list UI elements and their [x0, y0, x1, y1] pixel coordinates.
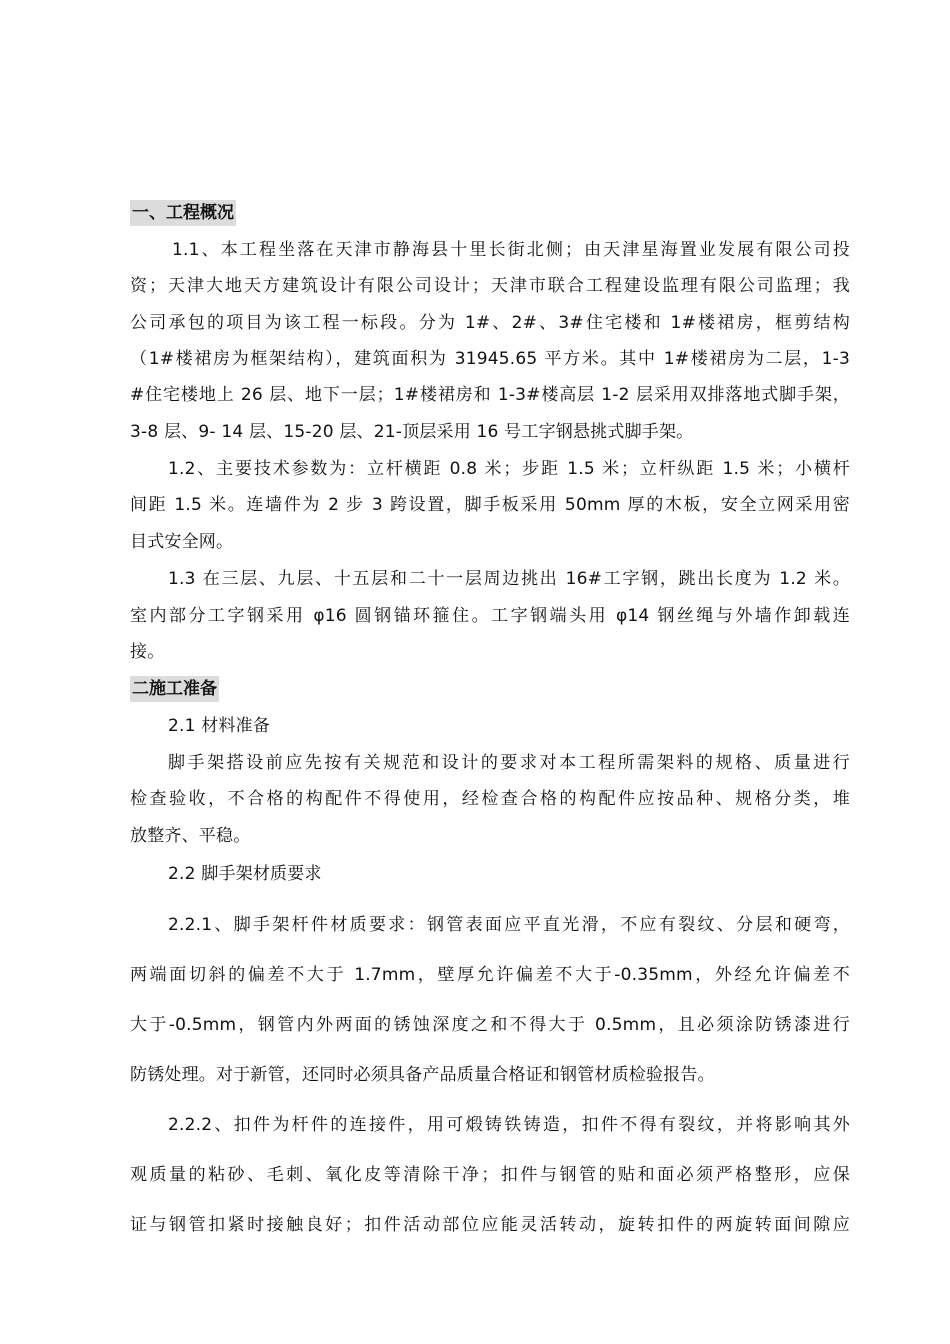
paragraph-line: 公司承包的项目为该工程一标段。分为 1#、2#、3#住宅楼和 1#楼裙房，框剪结构: [130, 313, 850, 333]
paragraph-line: 两端面切斜的偏差不大于 1.7mm，壁厚允许偏差不大于-0.35mm，外经允许偏差不: [130, 965, 850, 985]
paragraph-line: 3-8 层、9- 14 层、15-20 层、21-顶层采用 16 号工字钢悬挑式脚手架。: [130, 422, 694, 442]
paragraph-line: 2.2.2、扣件为杆件的连接件，用可煅铸铁铸造，扣件不得有裂纹，并将影响其外: [168, 1115, 850, 1135]
paragraph-line: 接。: [130, 642, 165, 662]
paragraph-line: 资；天津大地天方建筑设计有限公司设计；天津市联合工程建设监理有限公司监理；我: [130, 276, 850, 296]
paragraph-line: #住宅楼地上 26 层、地下一层；1#楼裙房和 1-3#楼高层 1-2 层采用双排落地式脚手架，: [130, 385, 850, 405]
paragraph-line: 1.1、本工程坐落在天津市静海县十里长街北侧；由天津星海置业发展有限公司投: [172, 240, 850, 260]
subsection-title: 2.1 材料准备: [168, 716, 271, 736]
subsection-title: 2.2 脚手架材质要求: [168, 864, 322, 884]
paragraph-line: 目式安全网。: [130, 532, 234, 552]
paragraph-line: 观质量的粘砂、毛刺、氧化皮等清除干净；扣件与钢管的贴和面必须严格整形，应保: [130, 1165, 850, 1185]
paragraph-line: 1.3 在三层、九层、十五层和二十一层周边挑出 16#工字钢，跳出长度为 1.2 米。: [168, 569, 850, 589]
paragraph-line: 大于-0.5mm，钢管内外两面的锈蚀深度之和不得大于 0.5mm，且必须涂防锈漆进行: [130, 1015, 850, 1035]
paragraph-line: 脚手架搭设前应先按有关规范和设计的要求对本工程所需架料的规格、质量进行: [168, 753, 850, 773]
paragraph-line: 室内部分工字钢采用 φ16 圆钢锚环箍住。工字钢端头用 φ14 钢丝绳与外墙作卸载连: [130, 606, 850, 626]
paragraph-line: 1.2、主要技术参数为：立杆横距 0.8 米；步距 1.5 米；立杆纵距 1.5 米；小横杆: [168, 459, 850, 479]
paragraph-line: 防锈处理。对于新管，还同时必须具备产品质量合格证和钢管材质检验报告。: [130, 1065, 715, 1085]
paragraph-line: 检查验收，不合格的构配件不得使用，经检查合格的构配件应按品种、规格分类，堆: [130, 789, 850, 809]
section-heading-overview: 一、工程概况: [130, 200, 236, 226]
section-heading-preparation: 二施工准备: [130, 676, 219, 702]
paragraph-line: 2.2.1、脚手架杆件材质要求：钢管表面应平直光滑，不应有裂纹、分层和硬弯，: [168, 915, 850, 935]
paragraph-line: 证与钢管扣紧时接触良好；扣件活动部位应能灵活转动，旋转扣件的两旋转面间隙应: [130, 1215, 850, 1235]
paragraph-line: （1#楼裙房为框架结构），建筑面积为 31945.65 平方米。其中 1#楼裙房为二层，1-3: [130, 349, 850, 369]
paragraph-line: 放整齐、平稳。: [130, 826, 251, 846]
paragraph-line: 间距 1.5 米。连墙件为 2 步 3 跨设置，脚手板采用 50mm 厚的木板，安全立网采用密: [130, 495, 850, 515]
